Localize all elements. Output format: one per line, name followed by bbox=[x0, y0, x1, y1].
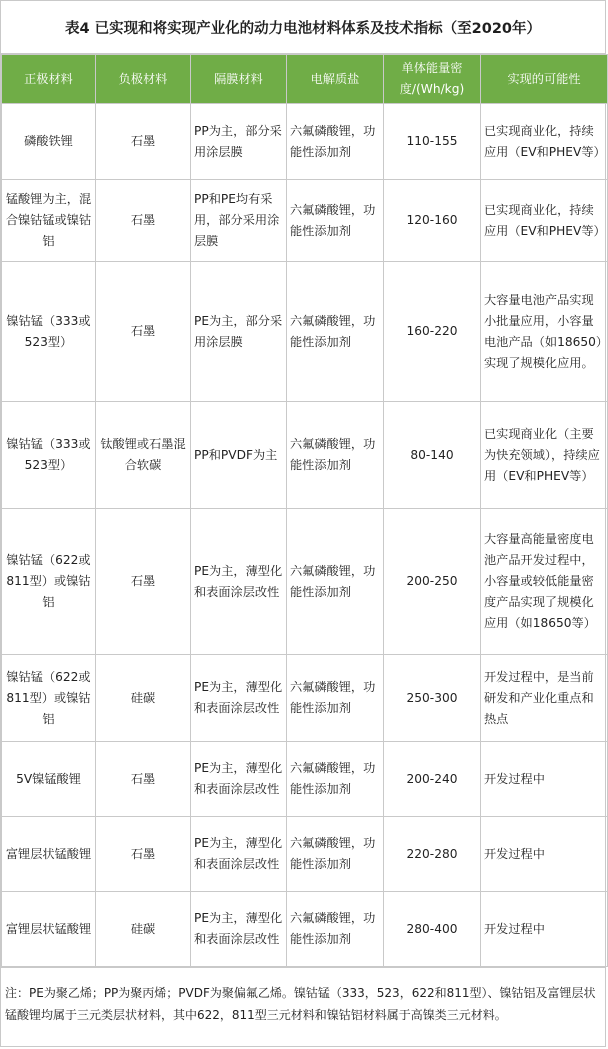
table-row bbox=[2, 742, 608, 817]
density-cell: 280-400 bbox=[384, 892, 481, 967]
table-row bbox=[2, 180, 608, 262]
header-feasibility: 实现的可能性 bbox=[481, 55, 608, 104]
header-cathode: 正极材料 bbox=[2, 55, 96, 104]
electrolyte-cell: 六氟磷酸锂，功能性添加剂 bbox=[287, 262, 384, 402]
cathode-cell: 磷酸铁锂 bbox=[2, 104, 96, 180]
anode-cell: 石墨 bbox=[96, 104, 191, 180]
separator-cell: PE为主，薄型化和表面涂层改性 bbox=[191, 509, 287, 655]
feasibility-cell: 已实现商业化，持续应用（EV和PHEV等） bbox=[481, 104, 608, 180]
table-row bbox=[2, 892, 608, 967]
separator-cell: PE为主，薄型化和表面涂层改性 bbox=[191, 817, 287, 892]
cathode-cell: 锰酸锂为主，混合镍钴锰或镍钴铝 bbox=[2, 180, 96, 262]
feasibility-cell: 开发过程中 bbox=[481, 817, 608, 892]
electrolyte-cell: 六氟磷酸锂，功能性添加剂 bbox=[287, 892, 384, 967]
cathode-cell: 富锂层状锰酸锂 bbox=[2, 817, 96, 892]
feasibility-cell: 开发过程中 bbox=[481, 892, 608, 967]
separator-cell: PE为主，薄型化和表面涂层改性 bbox=[191, 742, 287, 817]
header-electrolyte: 电解质盐 bbox=[287, 55, 384, 104]
density-cell: 120-160 bbox=[384, 180, 481, 262]
table-row bbox=[2, 655, 608, 742]
electrolyte-cell: 六氟磷酸锂，功能性添加剂 bbox=[287, 509, 384, 655]
separator-cell: PP为主，部分采用涂层膜 bbox=[191, 104, 287, 180]
table-row bbox=[2, 104, 608, 180]
table-footnote: 注：PE为聚乙烯；PP为聚丙烯；PVDF为聚偏氟乙烯。镍钴锰（333，523，622和811型）、镍钴铝及富锂层状锰酸锂均属于三元类层状材料，其中622，811型三元材料和镍钴铝材料属于高镍类三元材料。 bbox=[1, 967, 605, 1026]
separator-cell: PE为主，薄型化和表面涂层改性 bbox=[191, 655, 287, 742]
anode-cell: 石墨 bbox=[96, 262, 191, 402]
table-row bbox=[2, 262, 608, 402]
electrolyte-cell: 六氟磷酸锂，功能性添加剂 bbox=[287, 104, 384, 180]
header-anode: 负极材料 bbox=[96, 55, 191, 104]
anode-cell: 石墨 bbox=[96, 509, 191, 655]
anode-cell: 石墨 bbox=[96, 742, 191, 817]
separator-cell: PE为主，部分采用涂层膜 bbox=[191, 262, 287, 402]
feasibility-cell: 开发过程中 bbox=[481, 742, 608, 817]
table-row bbox=[2, 402, 608, 509]
density-cell: 110-155 bbox=[384, 104, 481, 180]
anode-cell: 石墨 bbox=[96, 180, 191, 262]
anode-cell: 钛酸锂或石墨混合软碳 bbox=[96, 402, 191, 509]
cathode-cell: 镍钴锰（333或523型） bbox=[2, 402, 96, 509]
table-row bbox=[2, 509, 608, 655]
electrolyte-cell: 六氟磷酸锂，功能性添加剂 bbox=[287, 655, 384, 742]
electrolyte-cell: 六氟磷酸锂，功能性添加剂 bbox=[287, 817, 384, 892]
header-energy-density: 单体能量密度/(Wh/kg) bbox=[384, 55, 481, 104]
feasibility-cell: 已实现商业化，持续应用（EV和PHEV等） bbox=[481, 180, 608, 262]
electrolyte-cell: 六氟磷酸锂，功能性添加剂 bbox=[287, 742, 384, 817]
header-row bbox=[2, 55, 608, 104]
separator-cell: PP和PVDF为主 bbox=[191, 402, 287, 509]
table-title: 表4 已实现和将实现产业化的动力电池材料体系及技术指标（至2020年） bbox=[1, 1, 605, 54]
materials-table bbox=[1, 54, 608, 967]
cathode-cell: 5V镍锰酸锂 bbox=[2, 742, 96, 817]
cathode-cell: 富锂层状锰酸锂 bbox=[2, 892, 96, 967]
anode-cell: 硅碳 bbox=[96, 655, 191, 742]
separator-cell: PP和PE均有采用，部分采用涂层膜 bbox=[191, 180, 287, 262]
anode-cell: 石墨 bbox=[96, 817, 191, 892]
density-cell: 80-140 bbox=[384, 402, 481, 509]
density-cell: 220-280 bbox=[384, 817, 481, 892]
anode-cell: 硅碳 bbox=[96, 892, 191, 967]
table-row bbox=[2, 817, 608, 892]
feasibility-cell: 开发过程中，是当前研发和产业化重点和热点 bbox=[481, 655, 608, 742]
cathode-cell: 镍钴锰（333或523型） bbox=[2, 262, 96, 402]
electrolyte-cell: 六氟磷酸锂，功能性添加剂 bbox=[287, 402, 384, 509]
density-cell: 160-220 bbox=[384, 262, 481, 402]
cathode-cell: 镍钴锰（622或811型）或镍钴铝 bbox=[2, 509, 96, 655]
feasibility-cell: 大容量电池产品实现小批量应用，小容量电池产品（如18650）实现了规模化应用。 bbox=[481, 262, 608, 402]
density-cell: 200-250 bbox=[384, 509, 481, 655]
density-cell: 250-300 bbox=[384, 655, 481, 742]
separator-cell: PE为主，薄型化和表面涂层改性 bbox=[191, 892, 287, 967]
feasibility-cell: 已实现商业化（主要为快充领域），持续应用（EV和PHEV等） bbox=[481, 402, 608, 509]
density-cell: 200-240 bbox=[384, 742, 481, 817]
cathode-cell: 镍钴锰（622或811型）或镍钴铝 bbox=[2, 655, 96, 742]
header-separator: 隔膜材料 bbox=[191, 55, 287, 104]
electrolyte-cell: 六氟磷酸锂，功能性添加剂 bbox=[287, 180, 384, 262]
feasibility-cell: 大容量高能量密度电池产品开发过程中，小容量或较低能量密度产品实现了规模化应用（如18650等） bbox=[481, 509, 608, 655]
